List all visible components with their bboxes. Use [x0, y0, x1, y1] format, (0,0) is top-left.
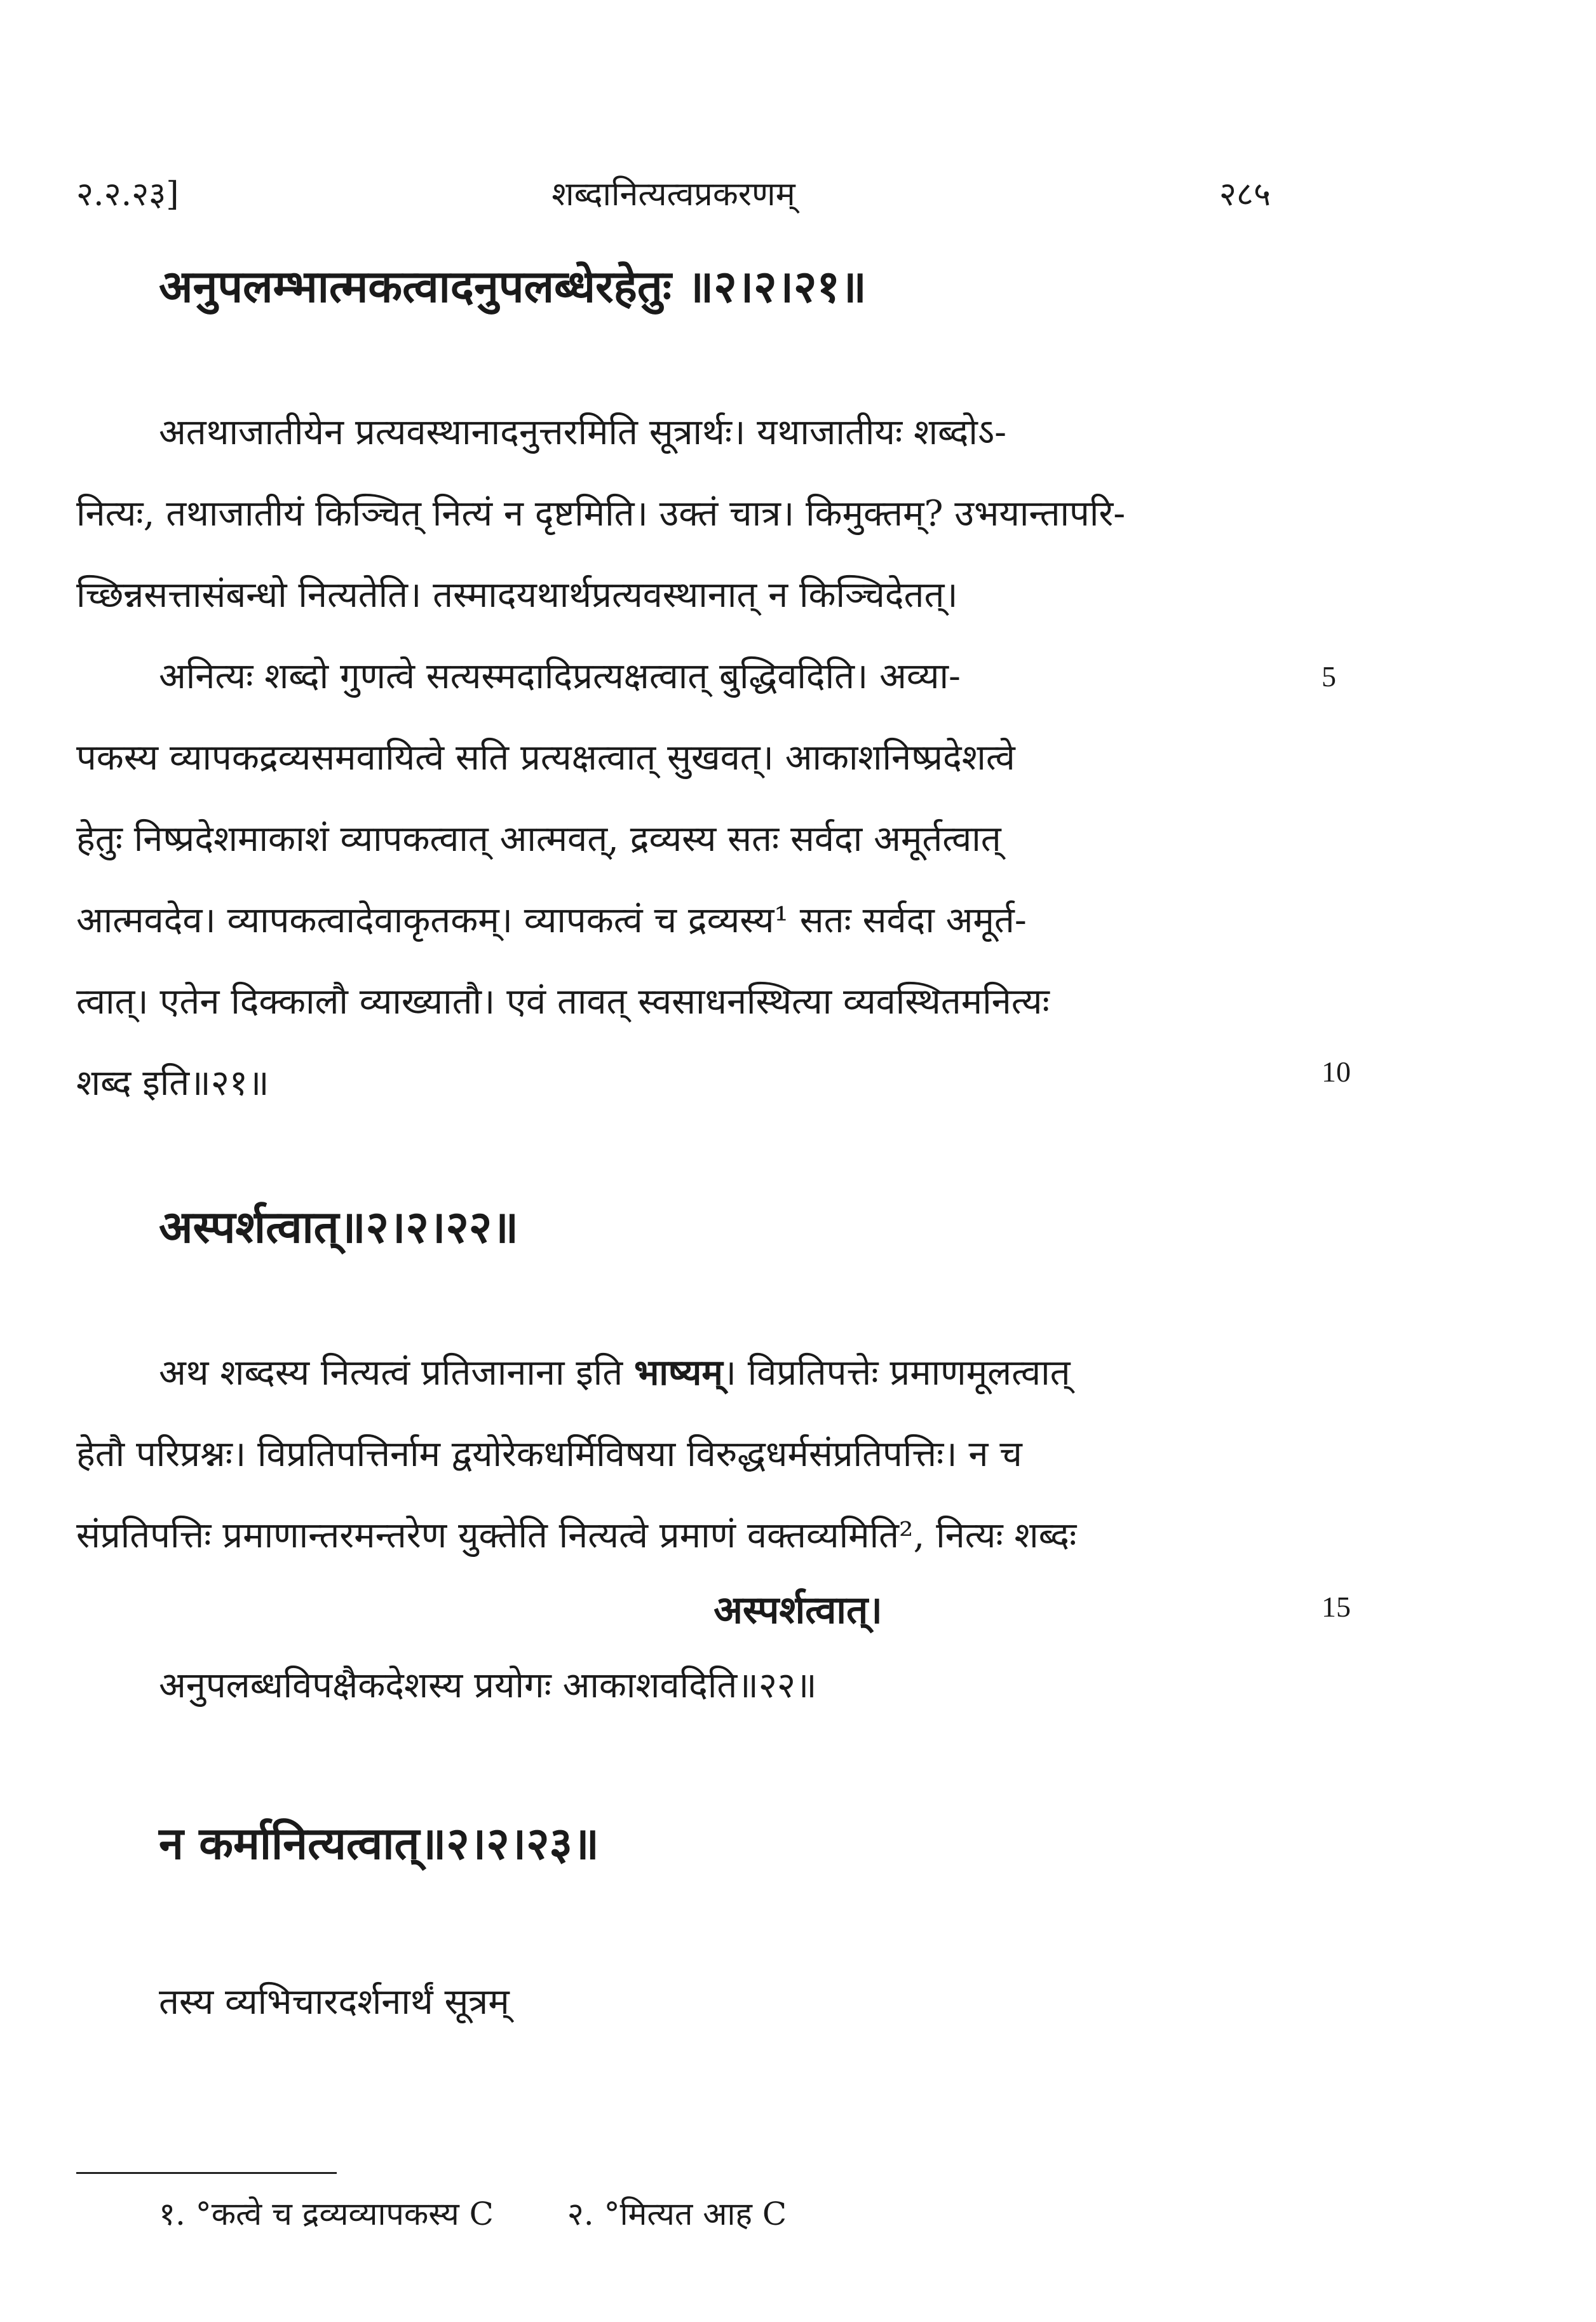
line-number: 5 — [1322, 660, 1336, 693]
bhashyam-label: भाष्यम् — [634, 1352, 723, 1394]
sutra-heading: अनुपलम्भात्मकत्वादनुपलब्धेरहेतुः ॥२।२।२१॥ — [159, 260, 867, 313]
header-title: शब्दानित्यत्वप्रकरणम् — [551, 175, 795, 214]
page-number: २८५ — [1219, 175, 1271, 214]
text-line: अतथाजातीयेन प्रत्यवस्थानादनुत्तरमिति सूत्रार्थः। यथाजातीयः शब्दोऽ- — [159, 412, 1006, 453]
footnotes — [159, 2191, 850, 2234]
running-header — [76, 170, 1271, 215]
text-line: नित्यः, तथाजातीयं किञ्चित् नित्यं न दृष्टमिति। उक्तं चात्र। किमुक्तम्? उभयान्तापरि- — [76, 493, 1126, 534]
text-line: तस्य व्यभिचारदर्शनार्थं सूत्रम् — [159, 1981, 510, 2023]
text-line: पकस्य व्यापकद्रव्यसमवायित्वे सति प्रत्यक्षत्वात् सुखवत्। आकाशनिष्प्रदेशत्वे — [76, 737, 1015, 778]
footnote-rule — [76, 2172, 337, 2174]
text-line: अनित्यः शब्दो गुणत्वे सत्यस्मदादिप्रत्यक्षत्वात् बुद्धिवदिति। अव्या- — [159, 656, 961, 697]
text-line: हेतौ परिप्रश्नः। विप्रतिपत्तिर्नाम द्वयोरेकधर्मिविषया विरुद्धधर्मसंप्रतिपत्तिः। न च — [76, 1434, 1022, 1475]
text-line: संप्रतिपत्तिः प्रमाणान्तरमन्तरेण युक्तेति नित्यत्वे प्रमाणं वक्तव्यमिति², नित्यः शब्दः — [76, 1515, 1077, 1556]
text-line: त्वात्। एतेन दिक्कालौ व्याख्यातौ। एवं तावत् स्वसाधनस्थित्या व्यवस्थितमनित्यः — [76, 981, 1050, 1022]
text-span: । विप्रतिपत्तेः प्रमाणमूलत्वात् — [722, 1352, 1071, 1394]
sutra-heading: न कर्मानित्यत्वात्॥२।२।२३॥ — [159, 1817, 599, 1870]
text-line: शब्द इति॥२१॥ — [76, 1063, 269, 1104]
text-line: अनुपलब्धविपक्षैकदेशस्य प्रयोगः आकाशवदिति॥२२॥ — [159, 1665, 817, 1706]
footnote: १. °कत्वे च द्रव्यव्यापकस्य C — [159, 2196, 494, 2232]
line-number: 15 — [1322, 1591, 1351, 1623]
text-line: आत्मवदेव। व्यापकत्वादेवाकृतकम्। व्यापकत्वं च द्रव्यस्य¹ सतः सर्वदा अमूर्त- — [76, 900, 1027, 941]
sutra-heading: अस्पर्शत्वात्॥२।२।२२॥ — [159, 1200, 519, 1253]
centered-phrase: अस्पर्शत्वात्। — [713, 1588, 883, 1633]
header-section-ref: २.२.२३] — [76, 175, 179, 214]
footnote: २. °मित्यत आह C — [567, 2196, 787, 2232]
text-line: हेतुः निष्प्रदेशमाकाशं व्यापकत्वात् आत्मवत्, द्रव्यस्य सतः सर्वदा अमूर्तत्वात् — [76, 818, 1001, 860]
text-line — [159, 1347, 1071, 1395]
text-line: च्छिन्नसत्तासंबन्धो नित्यतेति। तस्मादयथार्थप्रत्यवस्थानात् न किञ्चिदेतत्। — [76, 574, 958, 616]
line-number: 10 — [1322, 1056, 1351, 1088]
text-span: अथ शब्दस्य नित्यत्वं प्रतिजानाना इति — [159, 1352, 635, 1394]
